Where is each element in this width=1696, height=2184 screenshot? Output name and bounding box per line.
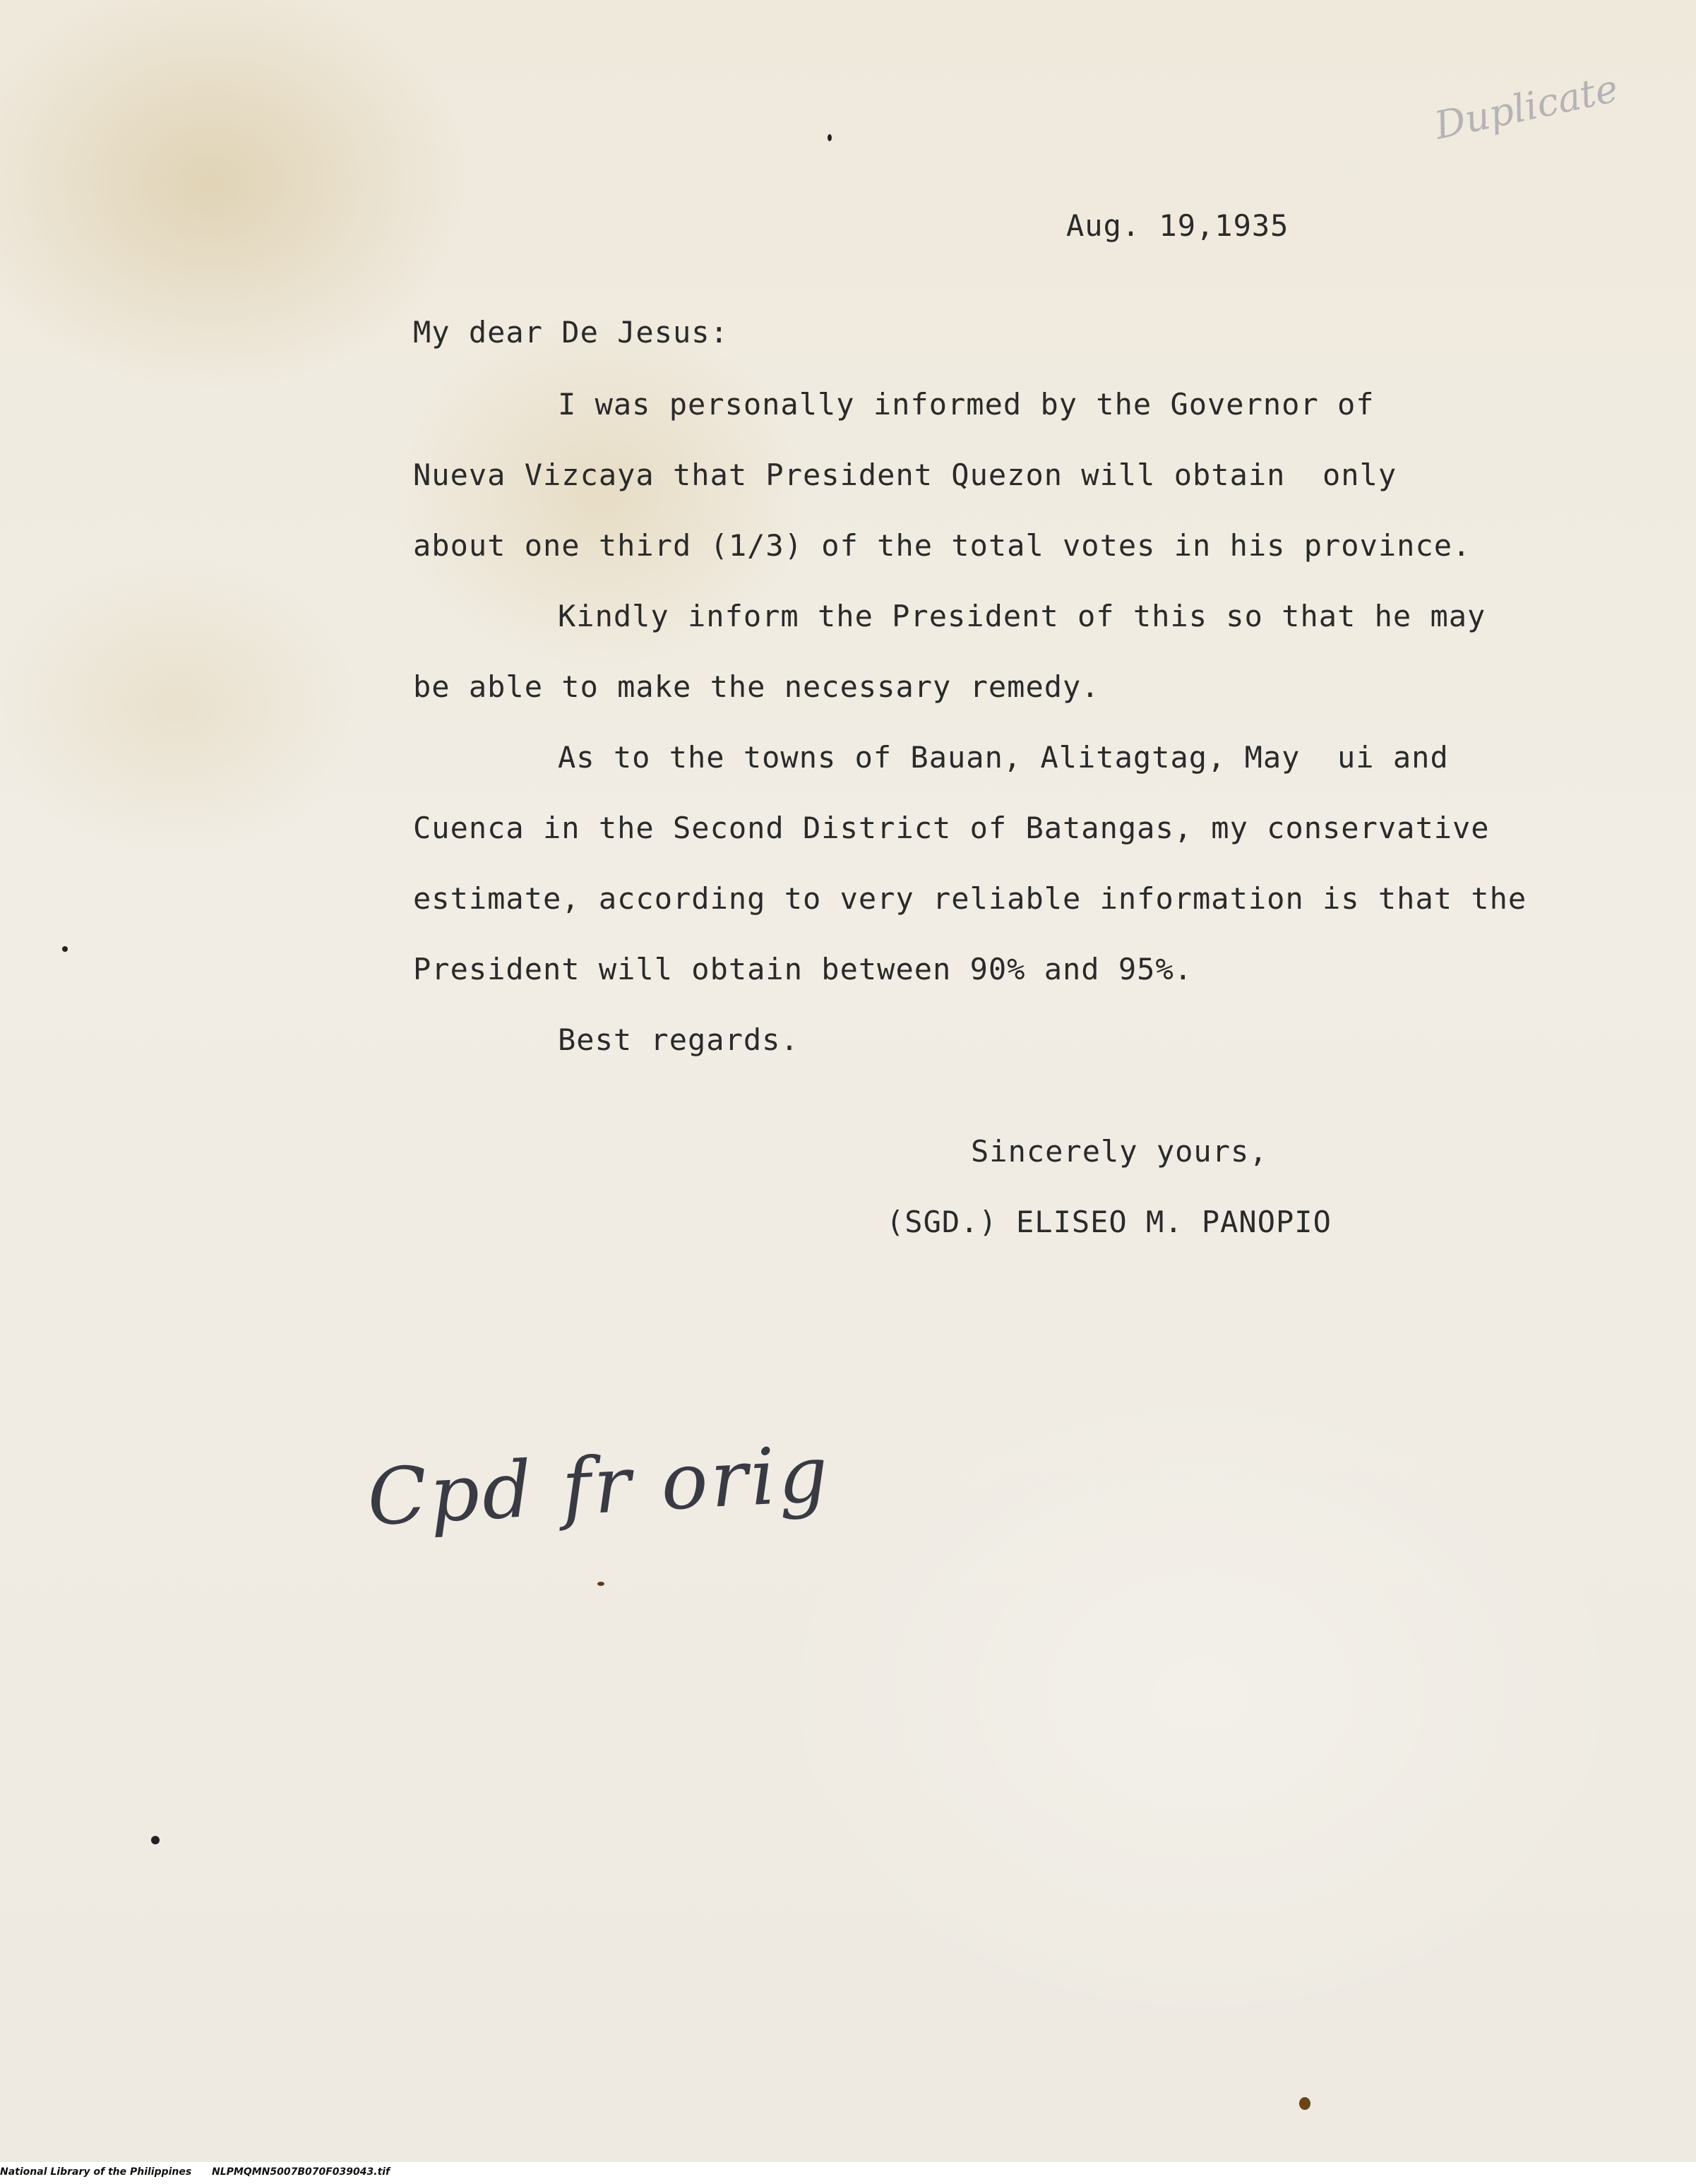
letter-date: Aug. 19,1935 <box>1066 208 1289 243</box>
body-line-8: estimate, according to very reliable information is that the <box>413 881 1527 916</box>
body-line-4: Kindly inform the President of this so that he may <box>558 599 1486 633</box>
archive-footer <box>0 2162 1696 2184</box>
ink-speck <box>828 134 832 141</box>
ink-speck <box>1299 2097 1310 2110</box>
body-line-10: Best regards. <box>558 1022 799 1057</box>
letter-closing: Sincerely yours, <box>971 1134 1268 1169</box>
body-line-9: President will obtain between 90% and 95%. <box>413 952 1193 986</box>
footer-filename: NLPMQMN5007B070F039043.tif <box>212 2166 390 2178</box>
handwritten-note: Cpd fr orig <box>365 1428 833 1544</box>
ink-speck <box>62 946 68 952</box>
letter-salutation: My dear De Jesus: <box>413 315 729 350</box>
body-line-6: As to the towns of Bauan, Alitagtag, May ui and <box>558 740 1449 775</box>
body-line-1: I was personally informed by the Governor of <box>558 387 1375 422</box>
body-line-7: Cuenca in the Second District of Batangas, my conservative <box>413 811 1490 845</box>
body-line-3: about one third (1/3) of the total votes in his province. <box>413 528 1471 563</box>
footer-institution: National Library of the Philippines <box>0 2166 192 2178</box>
body-line-2: Nueva Vizcaya that President Quezon will obtain only <box>413 458 1397 492</box>
ink-speck <box>151 1836 160 1844</box>
body-line-5: be able to make the necessary remedy. <box>413 669 1100 704</box>
corner-pencil-mark: Duplicate <box>1431 66 1622 148</box>
ink-speck <box>597 1582 604 1586</box>
letter-signature: (SGD.) ELISEO M. PANOPIO <box>886 1205 1332 1239</box>
